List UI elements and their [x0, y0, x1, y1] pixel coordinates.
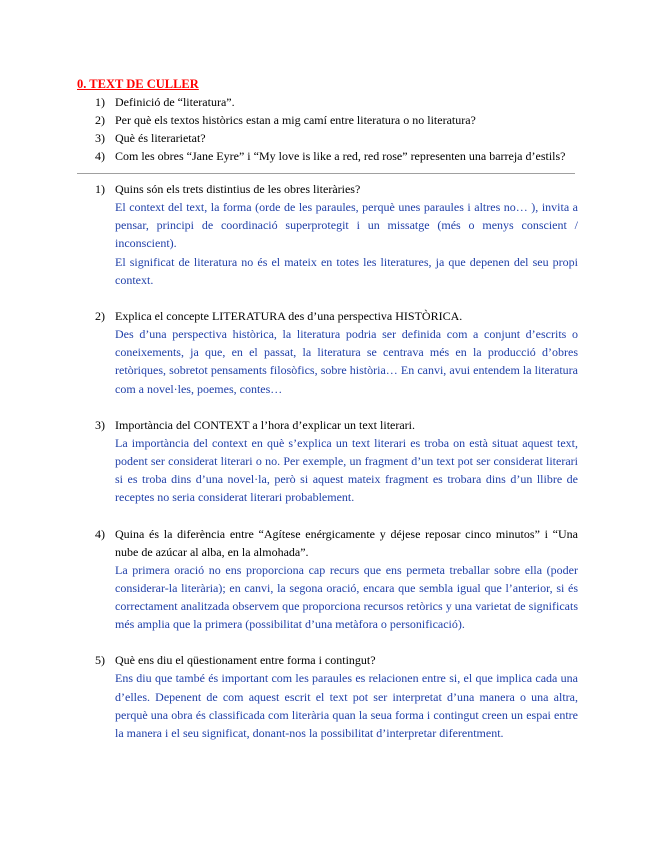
list-number: 4) — [95, 149, 105, 163]
qa-body — [115, 180, 578, 289]
qa-body — [115, 651, 578, 742]
answer-text — [115, 325, 578, 398]
answer-paragraph: La importància del context en què s’explica un text literari es troba on està situat aquest text, podent ser considerat literari o no. Per exemple, un fragment d’un text pot ser considerat literari si es troba dins d’una novel·la, però si aquest mateix fragment es trobara dins d’un llibre de receptes no seria considerat literari probablement. — [115, 435, 578, 505]
question-text: Importància del CONTEXT a l’hora d’explicar un text literari. — [115, 417, 415, 432]
answer-text — [115, 669, 578, 742]
qa-item-5 — [77, 651, 578, 742]
qa-item-2 — [77, 307, 578, 398]
answer-text — [115, 434, 578, 507]
qa-body — [115, 307, 578, 398]
qa-number: 4) — [95, 526, 105, 541]
section-title: 0. TEXT DE CULLER — [77, 77, 199, 91]
list-item — [77, 147, 578, 165]
qa-number: 1) — [95, 182, 105, 196]
qa-number: 3) — [95, 417, 105, 432]
list-number: 2) — [95, 113, 105, 127]
list-item — [77, 111, 578, 129]
horizontal-divider — [77, 173, 575, 174]
answer-paragraph: Ens diu que també és important com les paraules es relacionen entre si, el que implica cada una d’elles. Depenent de com aquest escrit el text pot ser interpretat d’una manera o una altra, perquè una obra és classificada com literària quan la seua forma i contingut creen un espai entre la manera i el seu significat, donant-nos la possibilitat d’interpretar diferentment. — [115, 671, 578, 741]
qa-item-3 — [77, 416, 578, 507]
answer-text — [115, 198, 578, 289]
qa-item-4 — [77, 525, 578, 634]
list-number: 3) — [95, 131, 105, 145]
question-text: Què ens diu el qüestionament entre forma i contingut? — [115, 653, 376, 668]
qa-item-1 — [77, 180, 578, 289]
answer-text — [115, 561, 578, 634]
answer-paragraph: La primera oració no ens proporciona cap recurs que ens permeta treballar sobre ella (poder considerar-la literària); en canvi, la segona oració, encara que sembla igual que l’anterior, si és correctament analitzada observem que proporciona recursos retòrics y una varietat de significats més amplia que la primera (possibilitat d’una metàfora o personificació). — [115, 562, 578, 632]
qa-number: 5) — [95, 653, 105, 668]
qa-body — [115, 416, 578, 507]
question-text: Explica el concepte LITERATURA des d’una perspectiva HISTÒRICA. — [115, 309, 463, 324]
answer-paragraph: Des d’una perspectiva històrica, la literatura podria ser definida com a conjunt d’escrits o coneixements, ja que, en el passat, la literatura se centrava més en la producció d’obres retòriques, sobretot pensaments filosòfics, sobre història… En canvi, avui entendem la literatura com a novel·les, poemes, contes… — [115, 327, 578, 396]
list-item — [77, 93, 578, 111]
document-page — [77, 76, 578, 760]
qa-number: 2) — [95, 309, 105, 324]
answer-paragraph: El context del text, la forma (orde de les paraules, perquè unes paraules i altres no… ), invita a pensar, principi de coordinació superprotegit i un missatge (més o menys conscient / inconscient). — [115, 200, 578, 251]
intro-question-list — [77, 93, 578, 165]
list-text: Què és literarietat? — [115, 131, 206, 145]
list-text: Com les obres “Jane Eyre” i “My love is like a red, red rose” representen una barreja d’estils? — [115, 149, 566, 163]
answer-paragraph: El significat de literatura no és el mateix en totes les literatures, ja que depenen del seu propi context. — [115, 254, 578, 287]
qa-body — [115, 525, 578, 634]
list-number: 1) — [95, 95, 105, 109]
question-text: Quina és la diferència entre “Agítese enérgicamente y déjese reposar cinco minutos” i “Una nube de azúcar al alba, en la almohada”. — [115, 526, 578, 559]
list-text: Per què els textos històrics estan a mig camí entre literatura o no literatura? — [115, 113, 476, 127]
question-text: Quins són els trets distintius de les obres literàries? — [115, 182, 361, 196]
list-item — [77, 129, 578, 147]
list-text: Definició de “literatura”. — [115, 95, 235, 109]
